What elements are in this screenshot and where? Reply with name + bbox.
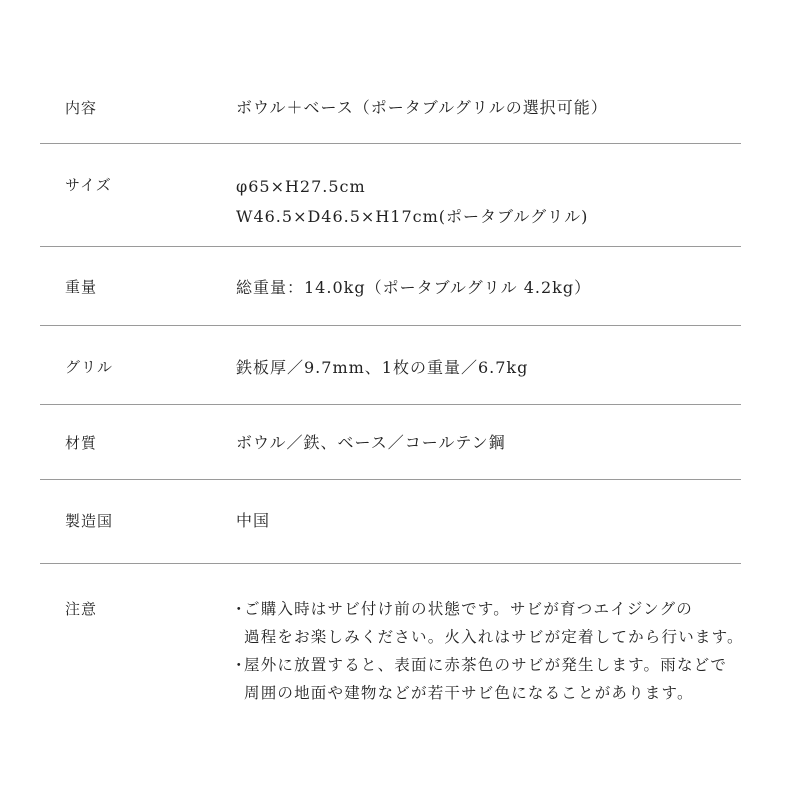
spec-label-size: サイズ	[65, 176, 112, 194]
row-divider	[40, 404, 741, 405]
caution-note-2	[231, 651, 744, 707]
caution-note-1	[231, 595, 744, 651]
spec-value-size-line2: W46.5×D46.5×H17cm(ポータブルグリル)	[236, 207, 589, 226]
bullet-icon: ・	[231, 600, 248, 618]
spec-label-origin: 製造国	[65, 512, 114, 530]
caution-note-2-line1: 屋外に放置すると、表面に赤茶色のサビが発生します。雨などで	[244, 656, 728, 674]
spec-value-origin: 中国	[236, 511, 271, 530]
spec-value-size-line1: φ65×H27.5cm	[236, 177, 366, 196]
spec-value-material: ボウル／鉄、ベース／コールテン鋼	[236, 433, 506, 452]
row-divider	[40, 479, 741, 480]
caution-note-2-line2: 周囲の地面や建物などが若干サビ色になることがあります。	[244, 684, 694, 702]
spec-label-material: 材質	[65, 434, 98, 452]
spec-value-contents: ボウル＋ベース（ポータブルグリルの選択可能）	[236, 98, 608, 117]
spec-value-grill: 鉄板厚／9.7mm、1枚の重量／6.7kg	[236, 358, 529, 377]
row-divider	[40, 563, 741, 564]
caution-note-1-line1: ご購入時はサビ付け前の状態です。サビが育つエイジングの	[244, 600, 693, 618]
caution-note-1-line2: 過程をお楽しみください。火入れはサビが定着してから行います。	[244, 628, 744, 646]
spec-label-grill: グリル	[65, 358, 114, 376]
spec-value-weight: 総重量：14.0kg（ポータブルグリル 4.2kg）	[236, 278, 592, 297]
row-divider	[40, 246, 741, 247]
spec-label-caution: 注意	[65, 600, 98, 618]
spec-label-contents: 内容	[65, 99, 98, 117]
row-divider	[40, 325, 741, 326]
caution-notes	[231, 595, 744, 707]
bullet-icon: ・	[231, 656, 248, 674]
row-divider	[40, 143, 741, 144]
spec-value-size	[236, 172, 588, 232]
spec-label-weight: 重量	[65, 278, 98, 296]
